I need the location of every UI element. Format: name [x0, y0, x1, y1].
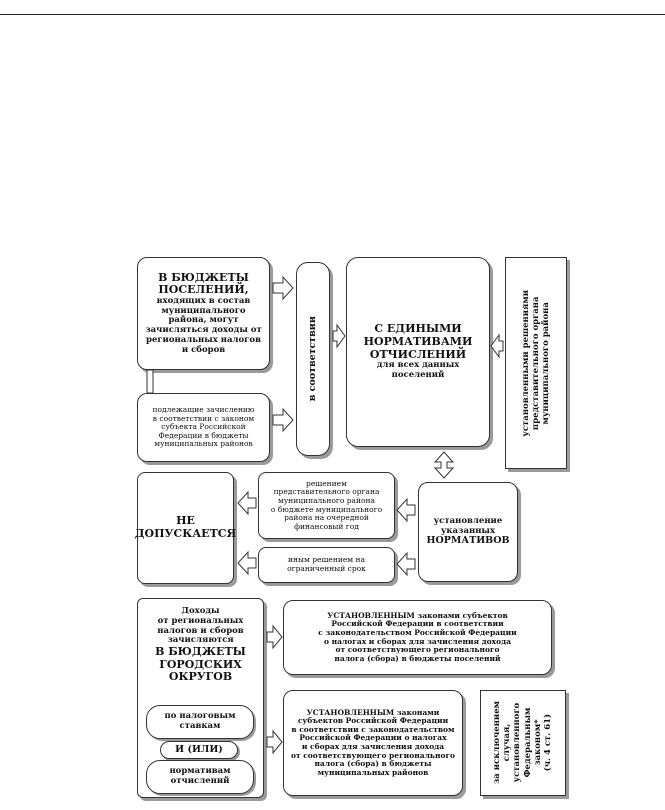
text: ограниченный срок [287, 564, 366, 573]
text: финансовый год [294, 521, 359, 531]
arrow-left-icon [491, 335, 503, 357]
text: УСТАНОВЛЕННЫМ законами субъектов [327, 610, 508, 620]
text: от соответствующего регионального [335, 645, 500, 655]
text: муниципального [161, 305, 246, 316]
text: в соответствии с законом [152, 413, 255, 423]
text: и сборах для зачисления дохода [301, 742, 445, 751]
text: ОКРУГОВ [168, 670, 233, 684]
text: о бюджете муниципального [270, 504, 383, 514]
text: случая, [502, 724, 513, 762]
text: И (ИЛИ) [175, 743, 223, 755]
text: в соответствии с законодательством [291, 724, 455, 734]
text: муниципального района [278, 495, 375, 505]
text: входящих в состав [156, 295, 251, 306]
text: ГОРОДСКИХ [159, 657, 242, 671]
text: представительного органа [273, 487, 380, 497]
arrow-right-icon [273, 409, 293, 431]
text: В БЮДЖЕТЫ [155, 645, 246, 659]
text: подлежащие зачислению [152, 404, 255, 414]
arrow-right-icon [267, 626, 282, 648]
arrow-left-icon [397, 499, 415, 521]
text: с законодательством Российской Федерации [318, 627, 517, 637]
text: муниципальных районов [154, 439, 253, 449]
text: для всех данных [376, 360, 460, 371]
text: в соответствии [307, 316, 319, 402]
text: ставкам [179, 721, 221, 731]
text: Российской Федерации о налогах [299, 733, 447, 743]
text: Федеральным [522, 708, 533, 778]
text: ПОСЕЛЕНИЙ, [158, 283, 249, 297]
text: УСТАНОВЛЕННЫМ законами [306, 707, 440, 717]
text: установление [433, 515, 503, 526]
text: С ЕДИНЫМИ [374, 322, 462, 336]
text: НЕ [176, 514, 195, 528]
text: Федерации в бюджеты [158, 430, 249, 440]
text: муниципальных районов [317, 767, 429, 777]
text: региональных налогов [146, 334, 261, 345]
double-arrow-icon [435, 452, 453, 478]
text: от соответствующего регионального [290, 750, 456, 760]
text: установленного [512, 703, 523, 783]
text: налогов и сборов [157, 625, 244, 636]
arrow-left-icon [238, 492, 256, 514]
text: установленными решениями [520, 289, 531, 437]
connector-bar [147, 370, 153, 393]
arrow-right-icon [273, 277, 293, 299]
text: законом* [533, 719, 544, 767]
text: и сборов [181, 344, 226, 355]
arrow-right-icon [267, 731, 282, 753]
arrow-left-icon [238, 552, 256, 574]
text: поселений [391, 369, 445, 380]
text: от региональных [157, 615, 244, 626]
text: нормативам [169, 766, 231, 777]
text: Российской Федерации в соответствии [331, 619, 504, 629]
text: НОРМАТИВОВ [426, 535, 510, 547]
arrow-right-icon [333, 325, 345, 347]
text: ДОПУСКАЕТСЯ [134, 527, 237, 540]
text: В БЮДЖЕТЫ [158, 270, 249, 284]
text: ОТЧИСЛЕНИЙ [369, 347, 467, 361]
text: иным решением на [288, 555, 365, 565]
text: района на очередной [284, 513, 369, 523]
text: по налоговым [164, 711, 236, 722]
text: субъектов Российской Федерации [297, 716, 449, 726]
text: субъекта Российской [161, 422, 246, 432]
text: зачисляются [167, 635, 234, 646]
text: представительного органа [530, 296, 541, 430]
text: указанных [440, 525, 496, 536]
text: (ч. 4 ст. 61) [543, 714, 554, 772]
text: решением [306, 478, 347, 488]
text: налога (сбора) в бюджеты поселений [334, 653, 501, 663]
text: Доходы [181, 606, 220, 616]
arrow-left-icon [397, 553, 415, 575]
text: о налогах и сборах для зачисления дохода [323, 636, 512, 646]
text: НОРМАТИВАМИ [363, 334, 473, 348]
text: за исключением [492, 701, 503, 785]
text: района, могут [168, 315, 239, 326]
text: зачисляться доходы от [145, 325, 262, 336]
text: муниципального района [541, 301, 552, 425]
text: отчислений [170, 776, 230, 786]
text: налога (сбора) в бюджеты [314, 759, 432, 769]
